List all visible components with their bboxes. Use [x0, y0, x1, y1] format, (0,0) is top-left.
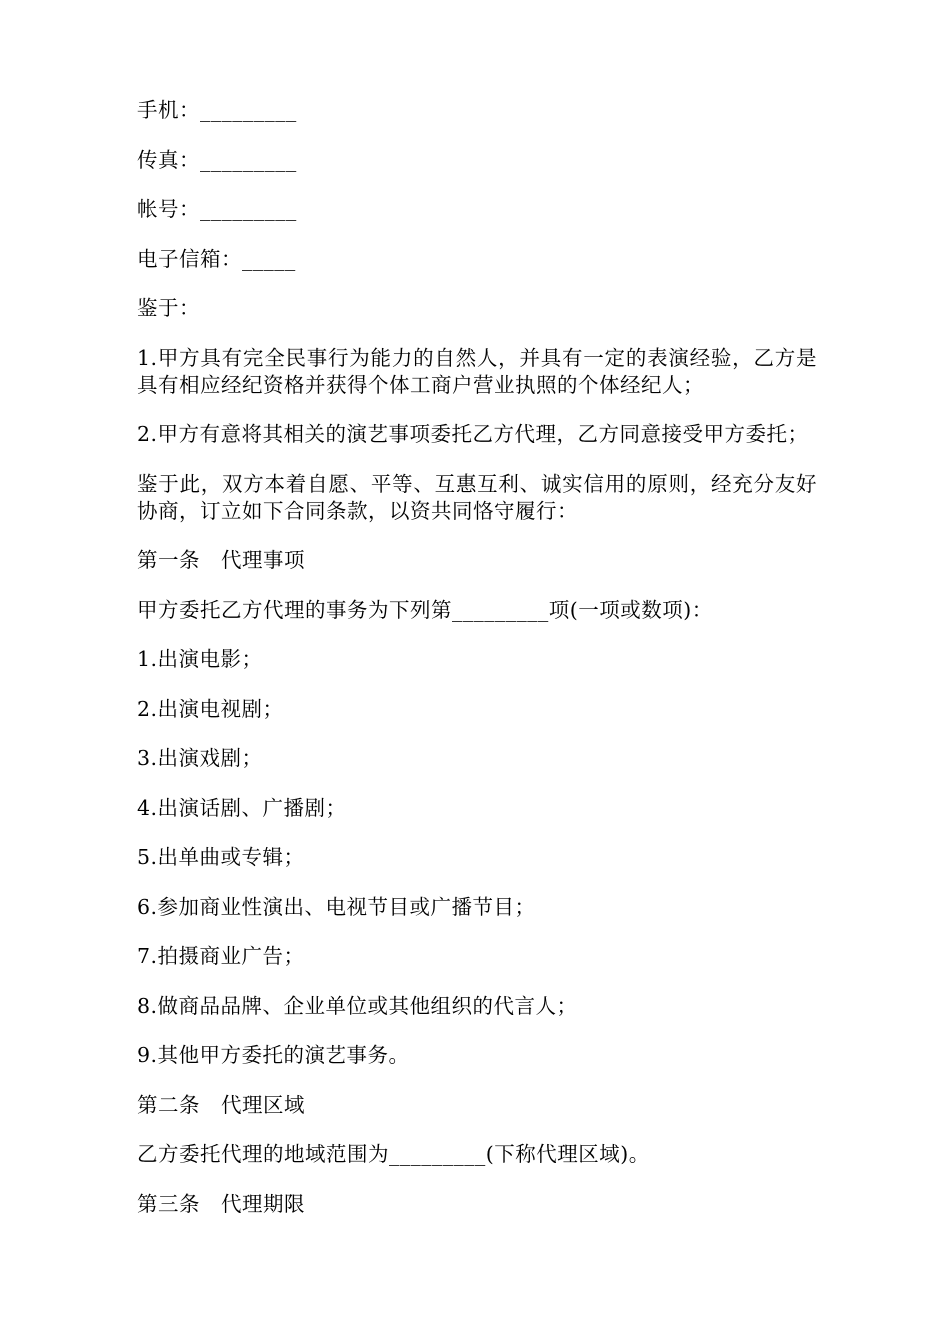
article-1-item: 3.出演戏剧； — [137, 746, 263, 770]
article-1-item: 1.出演电影； — [137, 647, 263, 671]
article-3-heading: 第三条 代理期限 — [137, 1191, 305, 1216]
mobile-line: 手机：_________ — [137, 98, 297, 122]
article-1-item: 5.出单曲或专辑； — [137, 845, 305, 869]
article-1-heading: 第一条 代理事项 — [137, 548, 305, 572]
article-2-text: 乙方委托代理的地域范围为_________(下称代理区域)。 — [137, 1142, 650, 1166]
whereas-conclusion: 鉴于此，双方本着自愿、平等、互惠互利、诚实信用的原则，经充分友好协商，订立如下合同条款，以资共同恪守履行： — [137, 471, 817, 523]
whereas-heading: 鉴于： — [137, 296, 200, 320]
document-page — [137, 97, 817, 1240]
email-line: 电子信箱：_____ — [137, 246, 296, 271]
fax-line: 传真：_________ — [137, 147, 297, 172]
article-1-item: 6.参加商业性演出、电视节目或广播节目； — [137, 894, 536, 919]
article-1-item: 4.出演话剧、广播剧； — [137, 795, 347, 820]
article-1-item: 8.做商品品牌、企业单位或其他组织的代言人； — [137, 993, 578, 1018]
article-1-item: 9.其他甲方委托的演艺事务。 — [137, 1043, 410, 1067]
article-1-intro: 甲方委托乙方代理的事务为下列第_________项(一项或数项)： — [137, 597, 713, 622]
article-1-item: 2.出演电视剧； — [137, 696, 284, 721]
whereas-item-2: 2.甲方有意将其相关的演艺事项委托乙方代理，乙方同意接受甲方委托； — [137, 422, 809, 446]
account-line: 帐号：_________ — [137, 197, 297, 221]
whereas-item-1: 1.甲方具有完全民事行为能力的自然人，并具有一定的表演经验，乙方是具有相应经纪资格并获得个体工商户营业执照的个体经纪人； — [137, 345, 817, 397]
article-2-heading: 第二条 代理区域 — [137, 1092, 305, 1117]
article-1-item: 7.拍摄商业广告； — [137, 944, 305, 968]
